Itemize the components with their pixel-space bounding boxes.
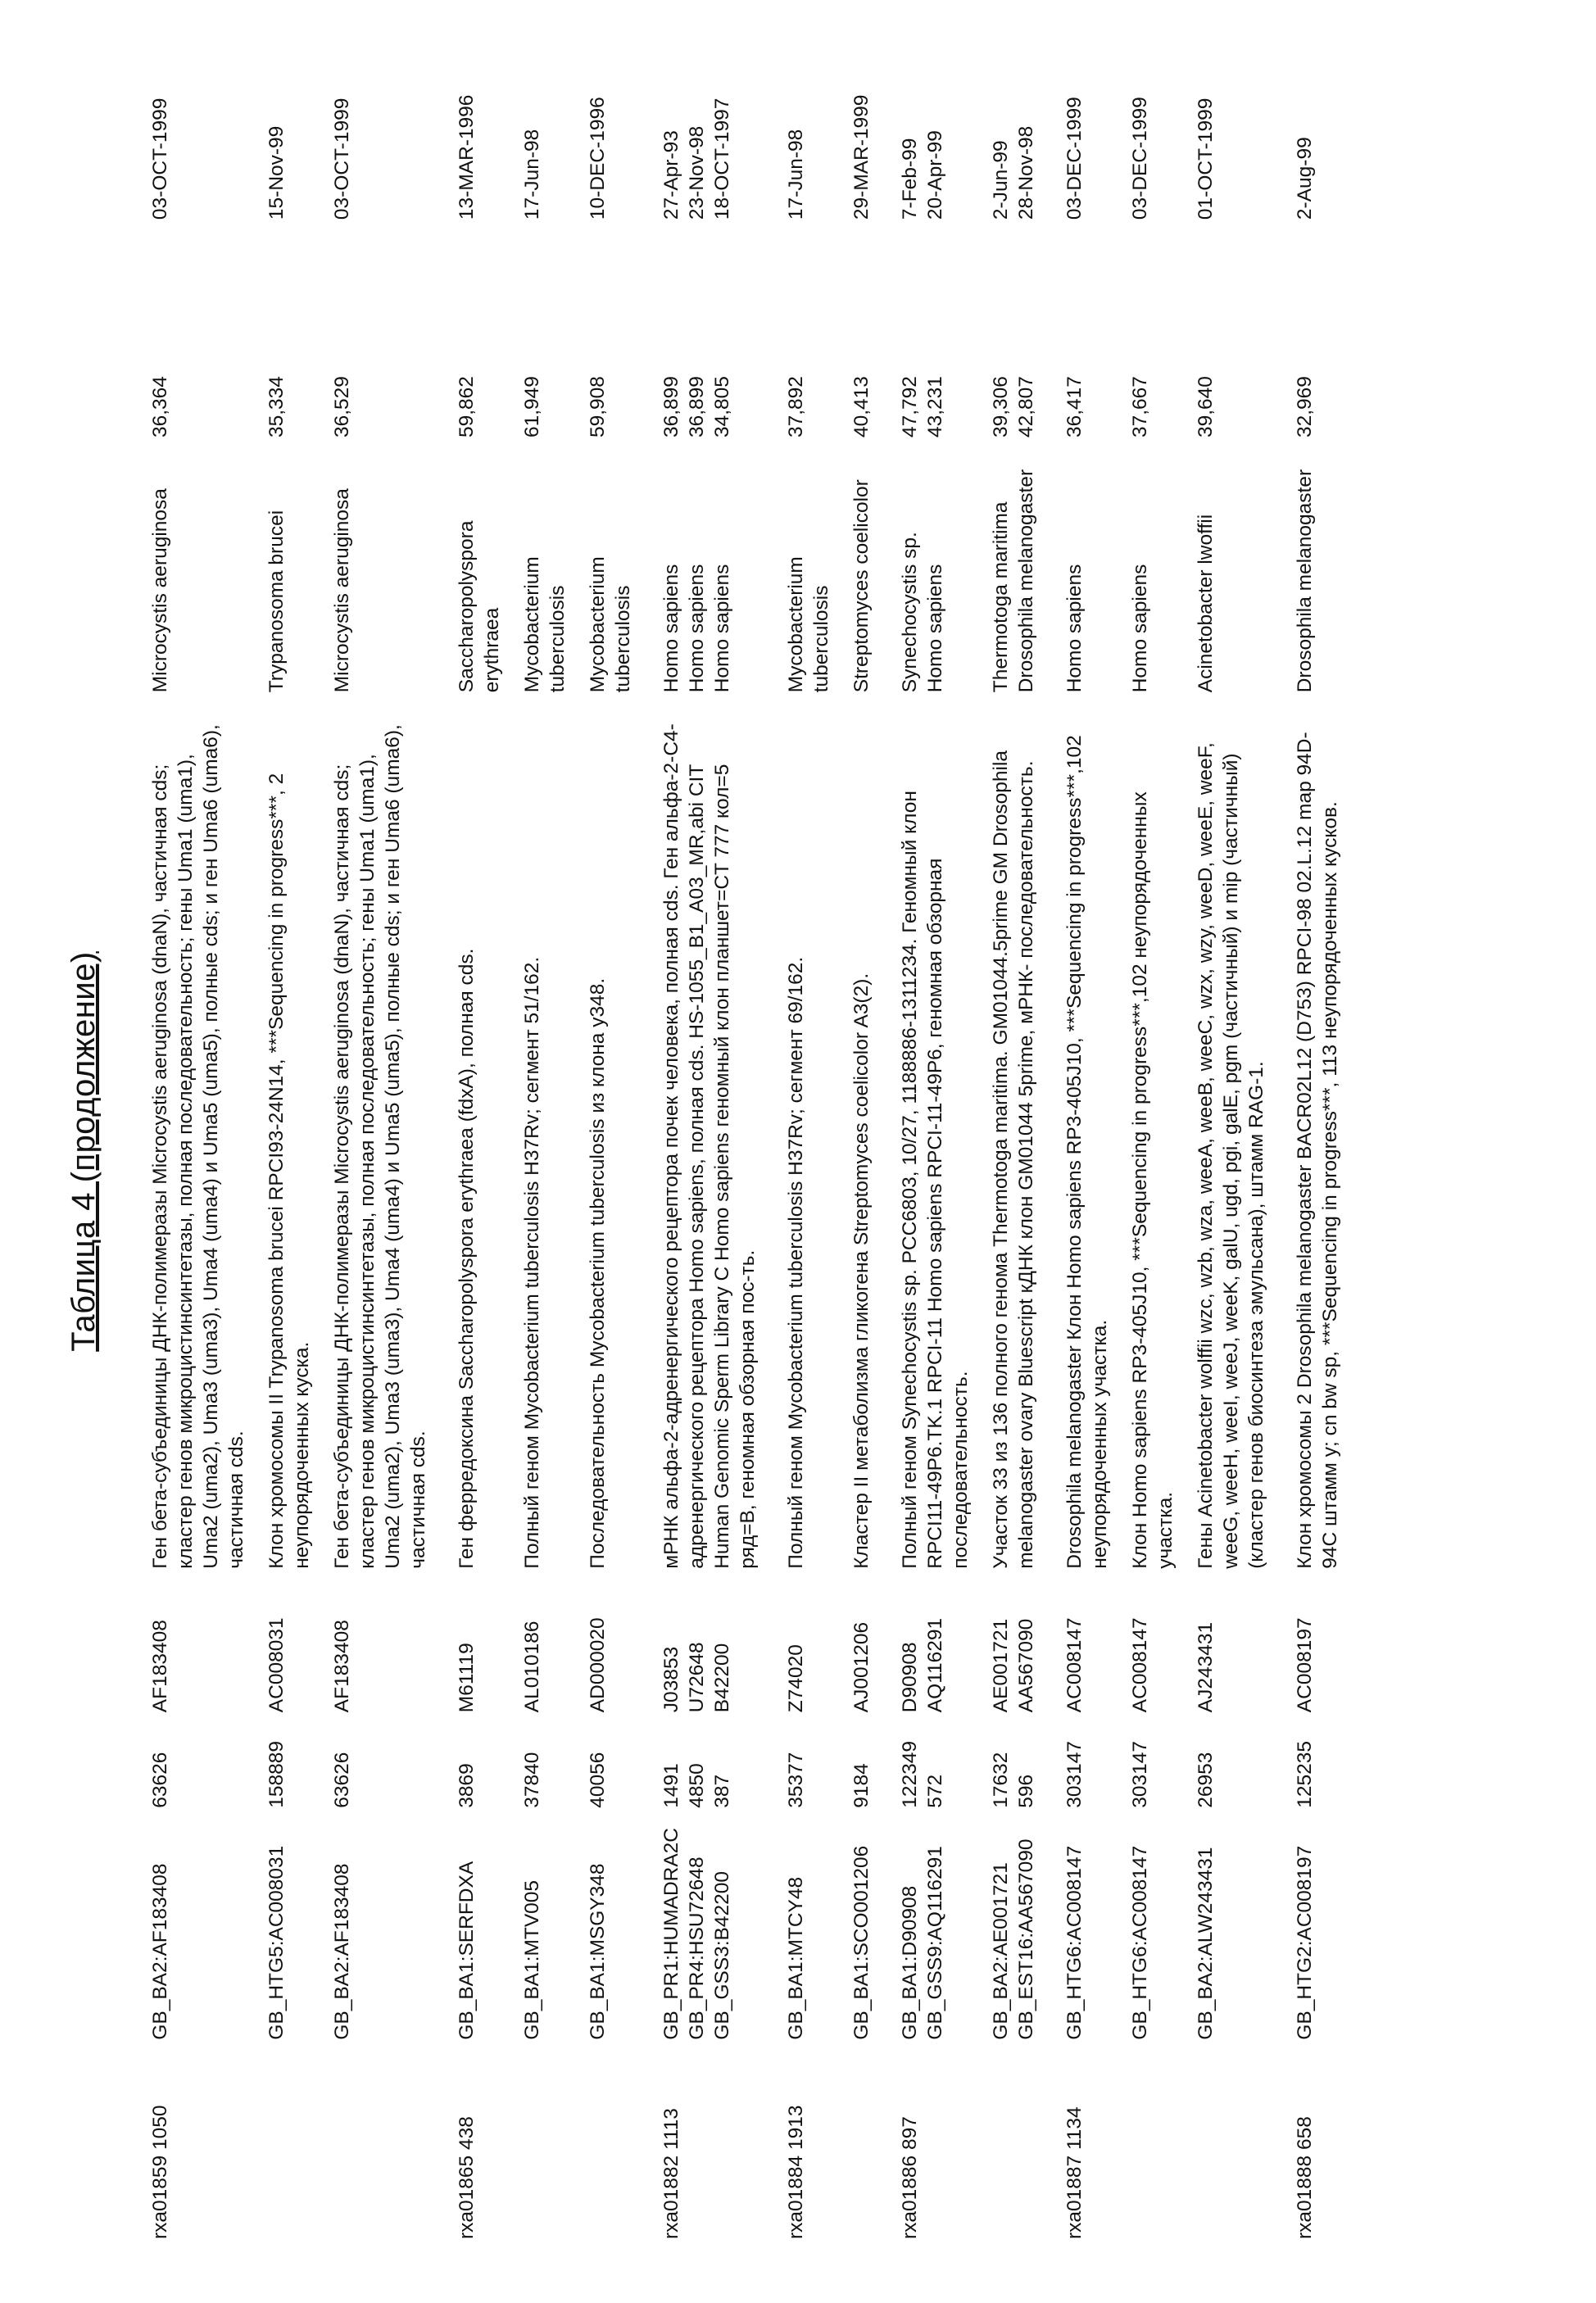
entry-date: 20-Apr-99 xyxy=(923,50,948,220)
entry-date: 23-Nov-98 xyxy=(684,50,710,220)
sequence-id-cell xyxy=(760,2040,834,2239)
accession-number: AJ243431 xyxy=(1193,1575,1218,1712)
accession-db: GB_BA1:D90908 xyxy=(897,1815,923,2040)
entry-date-cell xyxy=(505,43,570,220)
entry-date: 03-OCT-1999 xyxy=(147,50,173,220)
accession-db: GB_HTG6:AC008147 xyxy=(1062,1815,1087,2040)
entry-date-cell xyxy=(570,43,636,220)
sequence-length: 63626 xyxy=(147,1719,173,1808)
description: мРНК альфа-2-адренергического рецептора почек человека, полная cds. Ген альфа-2-C4-адренергического рецептора Homo sapiens, полная cds. HS-1055_B1_A03_MR,abi CIT Human Genomic Sperm Library C Homo sapiens геномный клон планшет=CT 777 кол=5 ряд=B, геномная обзорная пос-ть. xyxy=(660,723,759,1569)
organism: Streptomyces coelicolor xyxy=(849,444,874,692)
table-row xyxy=(431,43,505,2239)
accession-db-cell xyxy=(834,1808,874,2040)
accession-number-cell xyxy=(147,1569,249,1712)
organism-cell xyxy=(1039,437,1113,692)
identity-score: 40,413 xyxy=(849,226,874,437)
accession-number-cell xyxy=(431,1569,505,1712)
identity-score-cell xyxy=(636,220,760,437)
entry-date-cell xyxy=(834,43,874,220)
sequence-length-cell xyxy=(760,1712,834,1808)
organism: Synechocystis sp. xyxy=(897,444,923,692)
table-row xyxy=(147,43,249,2239)
entry-date-cell xyxy=(1113,43,1178,220)
sequence-length: 40056 xyxy=(585,1719,610,1808)
sequence-id: rxa01884 1913 xyxy=(785,2106,807,2239)
organism-cell xyxy=(431,437,505,692)
sequence-length: 17632 xyxy=(988,1719,1013,1808)
accession-number-cell xyxy=(570,1569,636,1712)
sequence-length-cell xyxy=(505,1712,570,1808)
identity-score-cell xyxy=(760,220,834,437)
accession-db: GB_BA1:SERFDXA xyxy=(454,1815,479,2040)
table-row xyxy=(760,43,834,2239)
sequence-length-cell xyxy=(834,1712,874,1808)
accession-number-cell xyxy=(249,1569,315,1712)
organism: Thermotoga maritima xyxy=(988,444,1013,692)
entry-date-cell xyxy=(1039,43,1113,220)
sequence-length-cell xyxy=(570,1712,636,1808)
sequence-length: 122349 xyxy=(897,1719,923,1808)
accession-db: GB_BA1:MTV005 xyxy=(519,1815,545,2040)
sequence-length: 125235 xyxy=(1292,1719,1317,1808)
entry-date: 03-DEC-1999 xyxy=(1127,50,1153,220)
accession-number-cell xyxy=(1178,1569,1269,1712)
description: Клон хромосомы 2 Drosophila melanogaster BACR02L12 (D753) RPCI-98 02.L.12 map 94D-94C штамм y; cn bw sp, ***Sequencing in progress***, 113 неупорядоченных кусков. xyxy=(1294,732,1341,1568)
description: Участок 33 из 136 полного генома Thermotoga maritima. GM01044.5prime GM Drosophila melanogaster ovary Bluescript кДНК клон GM01044 5prime, мРНК- последовательность. xyxy=(990,750,1037,1569)
accession-db: GB_BA2:AF183408 xyxy=(147,1815,173,2040)
accession-db: GB_GSS9:AQ116291 xyxy=(923,1815,948,2040)
sequence-length: 158889 xyxy=(264,1719,289,1808)
description: Полный геном Mycobacterium tuberculosis H37Rv; сегмент 51/162. xyxy=(521,957,543,1569)
sequence-id-cell xyxy=(1178,2040,1269,2239)
accession-number: AQ116291 xyxy=(923,1575,948,1712)
identity-score-cell xyxy=(570,220,636,437)
organism-cell xyxy=(1113,437,1178,692)
description-cell xyxy=(1113,692,1178,1569)
organism-cell xyxy=(570,437,636,692)
accession-number: AL010186 xyxy=(519,1575,545,1712)
entry-date: 10-DEC-1996 xyxy=(585,50,610,220)
sequence-id-cell xyxy=(834,2040,874,2239)
identity-score-cell xyxy=(834,220,874,437)
sequence-length: 4850 xyxy=(684,1719,710,1808)
entry-date: 7-Feb-99 xyxy=(897,50,923,220)
accession-db: GB_GSS3:B42200 xyxy=(710,1815,735,2040)
accession-number: D90908 xyxy=(897,1575,923,1712)
accession-number: U72648 xyxy=(684,1575,710,1712)
entry-date-cell xyxy=(760,43,834,220)
entry-date-cell xyxy=(973,43,1039,220)
identity-score: 37,667 xyxy=(1127,226,1153,437)
organism-cell xyxy=(1269,437,1343,692)
organism: Mycobacterium tuberculosis xyxy=(783,444,834,692)
sequence-length-cell xyxy=(636,1712,760,1808)
organism: Trypanosoma brucei xyxy=(264,444,289,692)
accession-db-cell xyxy=(973,1808,1039,2040)
accession-db-cell xyxy=(1178,1808,1269,2040)
identity-score: 47,792 xyxy=(897,226,923,437)
description-cell xyxy=(1178,692,1269,1569)
accession-db: GB_BA1:SCO001206 xyxy=(849,1815,874,2040)
description: Ген бета-субъединицы ДНК-полимеразы Microcystis aeruginosa (dnaN), частичная cds; кластер генов микроцистинсинтетазы, полная последовательность; гены Uma1 (uma1), Uma2 (uma2), Uma3 (uma3), Uma4 (uma4) и Uma5 (uma5), полные cds; и ген Uma6 (uma6), частичная cds. xyxy=(331,724,429,1569)
identity-score-cell xyxy=(1113,220,1178,437)
description: Клон хромосомы II Trypanosoma brucei RPCI93-24N14, ***Sequencing in progress***, 2 неупорядоченных куска. xyxy=(265,773,313,1569)
accession-db-cell xyxy=(570,1808,636,2040)
accession-db: GB_PR1:HUMADRA2C xyxy=(659,1815,684,2040)
organism-cell xyxy=(315,437,431,692)
organism: Microcystis aeruginosa xyxy=(329,444,355,692)
sequence-length-cell xyxy=(315,1712,431,1808)
table-row xyxy=(505,43,570,2239)
accession-number-cell xyxy=(874,1569,973,1712)
table-row xyxy=(834,43,874,2239)
organism: Homo sapiens xyxy=(923,444,948,692)
entry-date-cell xyxy=(874,43,973,220)
sequence-length: 37840 xyxy=(519,1719,545,1808)
description: Ген бета-субъединицы ДНК-полимеразы Microcystis aeruginosa (dnaN), частичная cds; кластер генов микроцистинсинтетазы, полная последовательность; гены Uma1 (uma1), Uma2 (uma2), Uma3 (uma3), Uma4 (uma4) и Uma5 (uma5), полные cds; и ген Uma6 (uma6), частичная cds. xyxy=(149,724,247,1569)
identity-score-cell xyxy=(874,220,973,437)
sequence-length: 572 xyxy=(923,1719,948,1808)
identity-score-cell xyxy=(249,220,315,437)
sequence-id-cell xyxy=(973,2040,1039,2239)
identity-score: 34,805 xyxy=(710,226,735,437)
accession-number: AJ001206 xyxy=(849,1575,874,1712)
identity-score-cell xyxy=(147,220,249,437)
identity-score-cell xyxy=(431,220,505,437)
identity-score: 36,529 xyxy=(329,226,355,437)
accession-number: AF183408 xyxy=(329,1575,355,1712)
description-cell xyxy=(570,692,636,1569)
entry-date: 2-Aug-99 xyxy=(1292,50,1317,220)
identity-score: 36,417 xyxy=(1062,226,1087,437)
sequence-length-cell xyxy=(1039,1712,1113,1808)
table-row xyxy=(874,43,973,2239)
organism: Homo sapiens xyxy=(1062,444,1087,692)
accession-number-cell xyxy=(973,1569,1039,1712)
accession-db-cell xyxy=(1113,1808,1178,2040)
organism-cell xyxy=(249,437,315,692)
sequence-id-cell xyxy=(570,2040,636,2239)
sequence-id-cell xyxy=(315,2040,431,2239)
sequence-id-cell xyxy=(147,2040,249,2239)
accession-db: GB_HTG2:AC008197 xyxy=(1292,1815,1317,2040)
sequence-length-cell xyxy=(147,1712,249,1808)
entry-date-cell xyxy=(1178,43,1269,220)
table-row xyxy=(249,43,315,2239)
sequence-length-cell xyxy=(1178,1712,1269,1808)
description: Drosophila melanogaster Клон Homo sapiens RP3-405J10, ***Sequencing in progress***,102 неупорядоченных участка. xyxy=(1063,735,1111,1569)
organism-cell xyxy=(636,437,760,692)
accession-db: GB_HTG6:AC008147 xyxy=(1127,1815,1153,2040)
description-cell xyxy=(834,692,874,1569)
sequence-id-cell xyxy=(636,2040,760,2239)
identity-score-cell xyxy=(505,220,570,437)
page-title: Таблица 4 (продолжение) xyxy=(66,0,102,2303)
identity-score: 36,899 xyxy=(684,226,710,437)
description: Последовательность Mycobacterium tuberculosis из клона y348. xyxy=(587,978,609,1569)
entry-date-cell xyxy=(249,43,315,220)
entry-date: 29-MAR-1999 xyxy=(849,50,874,220)
organism-cell xyxy=(760,437,834,692)
accession-number-cell xyxy=(1269,1569,1343,1712)
accession-db-cell xyxy=(249,1808,315,2040)
identity-score: 36,899 xyxy=(659,226,684,437)
accession-number: AA567090 xyxy=(1013,1575,1039,1712)
results-table xyxy=(147,43,1343,2239)
organism: Drosophila melanogaster xyxy=(1013,444,1039,692)
entry-date-cell xyxy=(147,43,249,220)
sequence-id: rxa01859 1050 xyxy=(149,2106,171,2239)
accession-db-cell xyxy=(505,1808,570,2040)
accession-number: AC008147 xyxy=(1062,1575,1087,1712)
sequence-id-cell xyxy=(431,2040,505,2239)
entry-date: 01-OCT-1999 xyxy=(1193,50,1218,220)
sequence-length: 63626 xyxy=(329,1719,355,1808)
identity-score-cell xyxy=(973,220,1039,437)
description-cell xyxy=(760,692,834,1569)
description-cell xyxy=(249,692,315,1569)
accession-db: GB_BA1:MSGY348 xyxy=(585,1815,610,2040)
table-row xyxy=(570,43,636,2239)
sequence-id: rxa01888 658 xyxy=(1294,2116,1316,2239)
description-cell xyxy=(147,692,249,1569)
sequence-length-cell xyxy=(431,1712,505,1808)
entry-date: 17-Jun-98 xyxy=(519,50,545,220)
description-cell xyxy=(505,692,570,1569)
accession-number-cell xyxy=(760,1569,834,1712)
identity-score: 42,807 xyxy=(1013,226,1039,437)
sequence-id-cell xyxy=(1039,2040,1113,2239)
sequence-length-cell xyxy=(973,1712,1039,1808)
entry-date-cell xyxy=(431,43,505,220)
accession-number-cell xyxy=(1039,1569,1113,1712)
table-row xyxy=(636,43,760,2239)
identity-score-cell xyxy=(1269,220,1343,437)
sequence-length-cell xyxy=(1113,1712,1178,1808)
organism: Drosophila melanogaster xyxy=(1292,444,1317,692)
accession-number-cell xyxy=(1113,1569,1178,1712)
accession-number: AC008197 xyxy=(1292,1575,1317,1712)
accession-db-cell xyxy=(636,1808,760,2040)
description: Полный геном Mycobacterium tuberculosis H37Rv; сегмент 69/162. xyxy=(785,957,807,1569)
accession-db: GB_HTG5:AC008031 xyxy=(264,1815,289,2040)
sequence-id-cell xyxy=(1113,2040,1178,2239)
organism-cell xyxy=(505,437,570,692)
sequence-length-cell xyxy=(1269,1712,1343,1808)
description-cell xyxy=(636,692,760,1569)
description: Гены Acinetobacter wolffii wzc, wzb, wza, weeA, weeB, weeC, wzx, wzy, weeD, weeE, weeF, weeG, weeH, weeI, weeJ, weeK, galU, ugd, pgi, galE, pgm (частичный) и mip (частичный) (кластер генов биосинтеза эмульсана), штамм RAG-1. xyxy=(1195,742,1267,1569)
organism-cell xyxy=(147,437,249,692)
sequence-id: rxa01882 1113 xyxy=(660,2108,682,2239)
accession-number-cell xyxy=(834,1569,874,1712)
accession-db-cell xyxy=(874,1808,973,2040)
organism: Mycobacterium tuberculosis xyxy=(585,444,636,692)
accession-number-cell xyxy=(315,1569,431,1712)
sequence-length-cell xyxy=(874,1712,973,1808)
organism: Homo sapiens xyxy=(710,444,735,692)
entry-date-cell xyxy=(1269,43,1343,220)
table-row xyxy=(1113,43,1178,2239)
organism-cell xyxy=(874,437,973,692)
accession-db: GB_EST16:AA567090 xyxy=(1013,1815,1039,2040)
identity-score: 59,908 xyxy=(585,226,610,437)
sequence-length: 1491 xyxy=(659,1719,684,1808)
entry-date: 17-Jun-98 xyxy=(783,50,809,220)
entry-date: 03-OCT-1999 xyxy=(329,50,355,220)
identity-score: 39,640 xyxy=(1193,226,1218,437)
sequence-length: 26953 xyxy=(1193,1719,1218,1808)
description-cell xyxy=(431,692,505,1569)
sequence-id-cell xyxy=(249,2040,315,2239)
accession-db-cell xyxy=(1269,1808,1343,2040)
entry-date: 18-OCT-1997 xyxy=(710,50,735,220)
organism-cell xyxy=(973,437,1039,692)
accession-number: AF183408 xyxy=(147,1575,173,1712)
table-row xyxy=(315,43,431,2239)
identity-score-cell xyxy=(1039,220,1113,437)
sequence-id-cell xyxy=(505,2040,570,2239)
entry-date: 13-MAR-1996 xyxy=(454,50,479,220)
entry-date-cell xyxy=(315,43,431,220)
organism: Microcystis aeruginosa xyxy=(147,444,173,692)
accession-db: GB_BA1:MTCY48 xyxy=(783,1815,809,2040)
accession-number: AC008031 xyxy=(264,1575,289,1712)
accession-number: J03853 xyxy=(659,1575,684,1712)
sequence-length: 303147 xyxy=(1127,1719,1153,1808)
description-cell xyxy=(1039,692,1113,1569)
identity-score: 39,306 xyxy=(988,226,1013,437)
identity-score: 61,949 xyxy=(519,226,545,437)
description: Ген ферредоксина Saccharopolyspora erythraea (fdxA), полная cds. xyxy=(456,949,478,1569)
accession-db: GB_BA2:AE001721 xyxy=(988,1815,1013,2040)
table-body xyxy=(147,43,1343,2239)
accession-db-cell xyxy=(315,1808,431,2040)
identity-score: 43,231 xyxy=(923,226,948,437)
sequence-length: 3869 xyxy=(454,1719,479,1808)
description-cell xyxy=(973,692,1039,1569)
identity-score: 32,969 xyxy=(1292,226,1317,437)
accession-db-cell xyxy=(1039,1808,1113,2040)
entry-date: 03-DEC-1999 xyxy=(1062,50,1087,220)
identity-score-cell xyxy=(1178,220,1269,437)
identity-score-cell xyxy=(315,220,431,437)
organism: Saccharopolyspora erythraea xyxy=(454,444,505,692)
sequence-id-cell xyxy=(874,2040,973,2239)
accession-number: AE001721 xyxy=(988,1575,1013,1712)
description-cell xyxy=(1269,692,1343,1569)
sequence-id: rxa01887 1134 xyxy=(1063,2106,1086,2239)
description-cell xyxy=(874,692,973,1569)
sequence-id-cell xyxy=(1269,2040,1343,2239)
entry-date: 15-Nov-99 xyxy=(264,50,289,220)
sequence-id: rxa01886 897 xyxy=(899,2116,921,2239)
accession-db-cell xyxy=(147,1808,249,2040)
organism: Homo sapiens xyxy=(659,444,684,692)
organism-cell xyxy=(1178,437,1269,692)
accession-number: AC008147 xyxy=(1127,1575,1153,1712)
accession-number: B42200 xyxy=(710,1575,735,1712)
sequence-length: 303147 xyxy=(1062,1719,1087,1808)
organism: Homo sapiens xyxy=(1127,444,1153,692)
accession-db: GB_BA2:AF183408 xyxy=(329,1815,355,2040)
organism: Homo sapiens xyxy=(684,444,710,692)
table-row xyxy=(1039,43,1113,2239)
accession-number-cell xyxy=(636,1569,760,1712)
sequence-length: 35377 xyxy=(783,1719,809,1808)
description: Кластер II метаболизма гликогена Streptomyces coelicolor A3(2). xyxy=(850,973,873,1569)
accession-db: GB_BA2:ALW243431 xyxy=(1193,1815,1218,2040)
accession-number: M61119 xyxy=(454,1575,479,1712)
sequence-length: 9184 xyxy=(849,1719,874,1808)
organism-cell xyxy=(834,437,874,692)
entry-date: 28-Nov-98 xyxy=(1013,50,1039,220)
description: Полный геном Synechocystis sp. PCC6803, 10/27, 1188886-1311234. Геномный клон RPCI11-49P6.TK.1 RPCI-11 Homo sapiens RPCI-11-49P6, геномная обзорная последовательность. xyxy=(899,791,972,1569)
description: Клон Homo sapiens RP3-405J10, ***Sequencing in progress***,102 неупорядоченных участка. xyxy=(1129,791,1177,1568)
entry-date-cell xyxy=(636,43,760,220)
organism: Acinetobacter lwoffii xyxy=(1193,444,1218,692)
accession-db: GB_PR4:HSU72648 xyxy=(684,1815,710,2040)
identity-score: 36,364 xyxy=(147,226,173,437)
organism: Mycobacterium tuberculosis xyxy=(519,444,570,692)
entry-date: 2-Jun-99 xyxy=(988,50,1013,220)
description-cell xyxy=(315,692,431,1569)
accession-number-cell xyxy=(505,1569,570,1712)
sequence-length: 387 xyxy=(710,1719,735,1808)
accession-db-cell xyxy=(431,1808,505,2040)
accession-db-cell xyxy=(760,1808,834,2040)
table-row xyxy=(1178,43,1269,2239)
identity-score: 35,334 xyxy=(264,226,289,437)
entry-date: 27-Apr-93 xyxy=(659,50,684,220)
sequence-length: 596 xyxy=(1013,1719,1039,1808)
accession-number: Z74020 xyxy=(783,1575,809,1712)
table-row xyxy=(1269,43,1343,2239)
accession-number: AD000020 xyxy=(585,1575,610,1712)
identity-score: 59,862 xyxy=(454,226,479,437)
identity-score: 37,892 xyxy=(783,226,809,437)
document-page xyxy=(0,0,1596,2303)
sequence-id: rxa01865 438 xyxy=(456,2116,478,2239)
table-row xyxy=(973,43,1039,2239)
sequence-length-cell xyxy=(249,1712,315,1808)
